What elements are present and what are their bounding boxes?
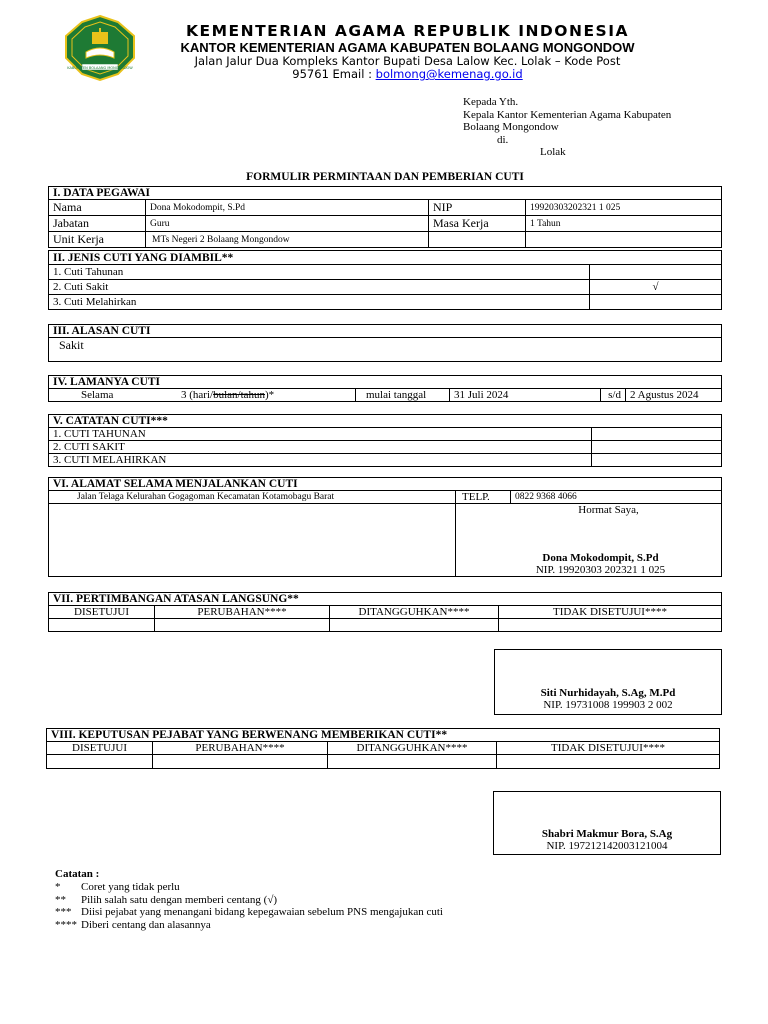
logo-text: KABUPATEN BOLAANG MONGONDOW [67, 66, 133, 70]
note-sick: 2. CUTI SAKIT [49, 441, 592, 454]
col-tidak-disetujui: TIDAK DISETUJUI**** [499, 606, 722, 619]
applicant-name: Dona Mokodompit, S.Pd [542, 552, 659, 564]
section2-title: II. JENIS CUTI YANG DIAMBIL** [49, 251, 722, 265]
address-value: Jalan Telaga Kelurahan Gogagoman Kecamatan Kotamobagu Barat [49, 491, 456, 504]
duration-prefix: 3 (hari/ [181, 389, 214, 401]
signature-applicant [456, 504, 722, 577]
note-item [55, 881, 443, 894]
section7-title: VII. PERTIMBANGAN ATASAN LANGSUNG** [49, 593, 722, 606]
recipient-line2: Kepala Kantor Kementerian Agama Kabupaten [463, 108, 672, 121]
note-item [55, 919, 443, 932]
section-alasan-cuti [48, 324, 722, 362]
header-line1: KEMENTERIAN AGAMA REPUBLIK INDONESIA [186, 22, 629, 40]
header-line2: KANTOR KEMENTERIAN AGAMA KABUPATEN BOLAANG MONGONDOW [180, 40, 635, 55]
jabatan-value: Guru [146, 216, 429, 232]
col-ditangguhkan: DITANGGUHKAN**** [330, 606, 499, 619]
form-title: FORMULIR PERMINTAAN DAN PEMBERIAN CUTI [246, 171, 524, 183]
start-date: 31 Juli 2024 [450, 389, 601, 402]
leave-type-maternity-check[interactable] [590, 295, 722, 310]
note-mark: **** [55, 919, 77, 932]
recipient-block [463, 96, 671, 159]
duration-suffix: )* [265, 389, 275, 401]
closing-text: Hormat Saya, [578, 504, 639, 516]
note-mark: ** [55, 893, 66, 906]
note-text: Diberi centang dan alasannya [81, 919, 211, 932]
note-mark: * [55, 880, 61, 893]
empty-cell [429, 232, 526, 248]
leave-type-annual: 1. Cuti Tahunan [49, 265, 590, 280]
section-alamat [48, 477, 722, 577]
unit-kerja-label: Unit Kerja [49, 232, 146, 248]
col-perubahan: PERUBAHAN**** [153, 742, 328, 755]
notes-title: Catatan : [55, 868, 100, 880]
ministry-logo [60, 14, 140, 82]
note-item [55, 906, 443, 919]
section5-title: V. CATATAN CUTI*** [49, 415, 722, 428]
header-line4 [140, 67, 675, 81]
masa-kerja-value: 1 Tahun [526, 216, 722, 232]
recipient-line3: Bolaang Mongondow [463, 121, 559, 133]
note-maternity-value [592, 454, 722, 467]
note-item [55, 894, 443, 907]
col-disetujui: DISETUJUI [47, 742, 153, 755]
cell-ditangguhkan[interactable] [328, 755, 497, 769]
header-line3: Jalan Jalur Dua Kompleks Kantor Bupati Desa Lalow Kec. Lolak – Kode Post [194, 54, 621, 68]
cell-disetujui[interactable] [49, 619, 155, 632]
section-lamanya-cuti [48, 375, 722, 402]
leave-type-annual-check[interactable] [590, 265, 722, 280]
sd-label: s/d [601, 389, 626, 402]
section-data-pegawai [48, 186, 722, 248]
masa-kerja-label: Masa Kerja [429, 216, 526, 232]
section6-title: VI. ALAMAT SELAMA MENJALANKAN CUTI [49, 478, 722, 491]
section1-title: I. DATA PEGAWAI [49, 187, 722, 200]
note-text: Pilih salah satu dengan memberi centang (√) [81, 893, 278, 906]
cell-ditangguhkan[interactable] [330, 619, 499, 632]
jabatan-label: Jabatan [49, 216, 146, 232]
note-text: Diisi pejabat yang menangani bidang kepegawaian sebelum PNS mengajukan cuti [81, 906, 443, 919]
nama-value: Dona Mokodompit, S.Pd [146, 200, 429, 216]
duration-value [177, 389, 356, 402]
pejabat-nip: NIP. 197212142003121004 [546, 840, 668, 852]
leave-type-sick-check[interactable]: √ [590, 280, 722, 295]
nama-label: Nama [49, 200, 146, 216]
note-annual-value [592, 428, 722, 441]
section4-title: IV. LAMANYA CUTI [49, 376, 722, 389]
applicant-nip: NIP. 19920303 202321 1 025 [535, 564, 666, 576]
reason-value: Sakit [49, 338, 722, 362]
col-perubahan: PERUBAHAN**** [155, 606, 330, 619]
section8-title: VIII. KEPUTUSAN PEJABAT YANG BERWENANG MEMBERIKAN CUTI** [47, 729, 720, 742]
note-mark: *** [55, 906, 72, 919]
telp-value: 0822 9368 4066 [511, 491, 722, 504]
header-postcode: 95761 Email : [292, 67, 376, 81]
note-sick-value [592, 441, 722, 454]
mulai-label: mulai tanggal [356, 389, 450, 402]
section-keputusan [46, 728, 720, 769]
atasan-name: Siti Nurhidayah, S.Ag, M.Pd [540, 687, 676, 699]
section3-title: III. ALASAN CUTI [49, 325, 722, 338]
leave-type-sick: 2. Cuti Sakit [49, 280, 590, 295]
end-date: 2 Agustus 2024 [626, 389, 722, 402]
col-disetujui: DISETUJUI [49, 606, 155, 619]
section-catatan-cuti [48, 414, 722, 467]
signature-box-atasan [494, 649, 722, 715]
recipient-line1: Kepada Yth. [463, 96, 519, 108]
cell-tidak-disetujui[interactable] [499, 619, 722, 632]
note-maternity: 3. CUTI MELAHIRKAN [49, 454, 592, 467]
email-link[interactable]: bolmong@kemenag.go.id [375, 67, 523, 81]
section-jenis-cuti [48, 250, 722, 310]
address-area [49, 504, 456, 577]
telp-label: TELP. [456, 491, 511, 504]
notes-block [55, 868, 443, 932]
pejabat-name: Shabri Makmur Bora, S.Ag [541, 828, 673, 840]
empty-cell [526, 232, 722, 248]
section-pertimbangan [48, 592, 722, 632]
note-annual: 1. CUTI TAHUNAN [49, 428, 592, 441]
recipient-line5: Lolak [540, 146, 566, 158]
selama-label: Selama [49, 389, 178, 402]
col-tidak-disetujui: TIDAK DISETUJUI**** [497, 742, 720, 755]
cell-tidak-disetujui[interactable] [497, 755, 720, 769]
recipient-line4: di. [497, 133, 509, 146]
col-ditangguhkan: DITANGGUHKAN**** [328, 742, 497, 755]
cell-perubahan[interactable] [155, 619, 330, 632]
nip-value: 19920303202321 1 025 [526, 200, 722, 216]
unit-kerja-value: MTs Negeri 2 Bolaang Mongondow [146, 232, 429, 248]
cell-perubahan[interactable] [153, 755, 328, 769]
note-text: Coret yang tidak perlu [81, 880, 180, 893]
cell-disetujui[interactable] [47, 755, 153, 769]
duration-strike: bulan/tahun [213, 389, 266, 401]
signature-box-pejabat [493, 791, 721, 855]
nip-label: NIP [429, 200, 526, 216]
atasan-nip: NIP. 19731008 199903 2 002 [543, 699, 673, 711]
leave-type-maternity: 3. Cuti Melahirkan [49, 295, 590, 310]
